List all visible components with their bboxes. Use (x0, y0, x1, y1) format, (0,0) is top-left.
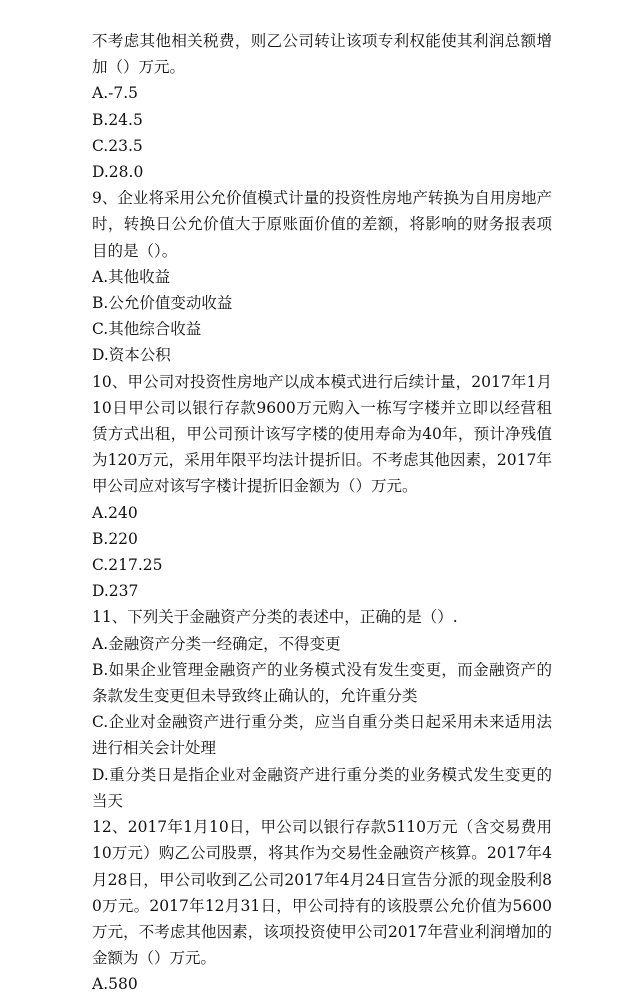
question-11-option-c: C.企业对金融资产进行重分类，应当自重分类日起采用未来适用法进行相关会计处理 (92, 713, 552, 758)
question-9-option-c: C.其他综合收益 (92, 320, 202, 339)
question-9-stem: 9、企业将采用公允价值模式计量的投资性房地产转换为自用房地产时，转换日公允价值大于原账面价值的差额，将影响的财务报表项目的是（）。 (92, 189, 552, 260)
question-10-option-b: B.220 (92, 529, 138, 548)
question-11-option-d: D.重分类日是指企业对金融资产进行重分类的业务模式发生变更的当天 (92, 765, 552, 810)
question-12-stem: 12、2017年1月10日，甲公司以银行存款5110万元（含交易费用10万元）购乙公司股票，将其作为交易性金融资产核算。2017年4月28日，甲公司收到乙公司2017年4月24日宣告分派的现金股利80万元。2017年12月31日，甲公司持有的该股票公允价值为5600万元，不考虑其他因素，该项投资使甲公司2017年营业利润增加的金额为（）万元。 (92, 818, 552, 968)
question-8-stem-continuation: 不考虑其他相关税费，则乙公司转让该项专利权能使其利润总额增加（）万元。 (92, 32, 552, 77)
question-9-option-d: D.资本公积 (92, 346, 171, 365)
question-10-stem: 10、甲公司对投资性房地产以成本模式进行后续计量，2017年1月10日甲公司以银行存款9600万元购入一栋写字楼并立即以经营租赁方式出租，甲公司预计该写字楼的使用寿命为40年，预计净残值为120万元，采用年限平均法计提折旧。不考虑其他因素，2017年甲公司应对该写字楼计提折旧金额为（）万元。 (92, 372, 552, 496)
document-page (92, 28, 552, 998)
question-9-option-a: A.其他收益 (92, 267, 171, 286)
question-8-option-d: D.28.0 (92, 163, 144, 182)
question-10-option-c: C.217.25 (92, 556, 163, 575)
question-12-option-a: A.580 (92, 975, 138, 994)
question-10-option-d: D.237 (92, 582, 139, 601)
question-8-option-a: A.-7.5 (92, 84, 139, 103)
question-8-option-b: B.24.5 (92, 110, 143, 129)
question-11-option-b: B.如果企业管理金融资产的业务模式没有发生变更，而金融资产的条款发生变更但未导致终止确认的，允许重分类 (92, 660, 552, 706)
question-11-option-a: A.金融资产分类一经确定，不得变更 (92, 634, 341, 653)
question-11-stem: 11、下列关于金融资产分类的表述中，正确的是（）. (92, 608, 458, 627)
question-10-option-a: A.240 (92, 503, 138, 522)
question-8-option-c: C.23.5 (92, 136, 143, 155)
question-9-option-b: B.公允价值变动收益 (92, 294, 233, 313)
